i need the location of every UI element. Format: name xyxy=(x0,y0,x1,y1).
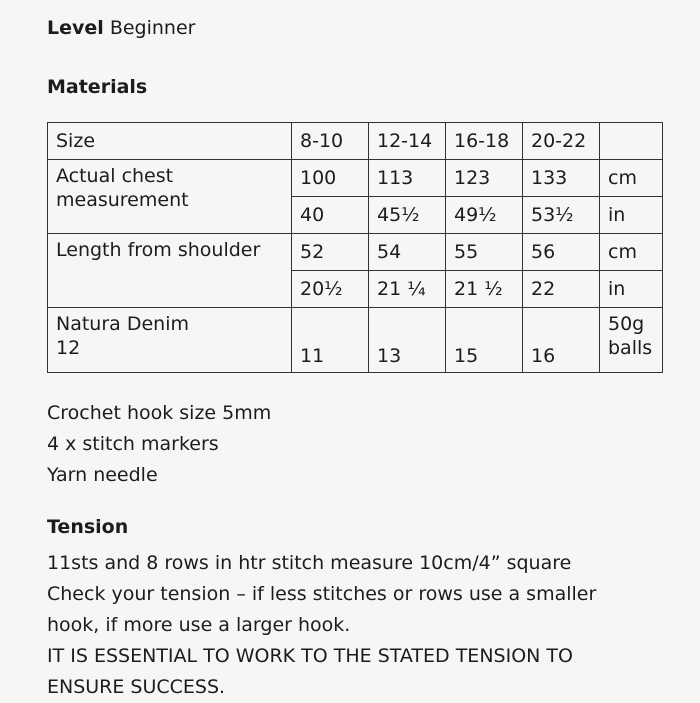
size-cell: 12-14 xyxy=(369,123,446,160)
yarn-label xyxy=(48,308,292,373)
chest-in-cell: 53½ xyxy=(523,197,600,234)
size-cell: 16-18 xyxy=(446,123,523,160)
materials-heading: Materials xyxy=(47,76,148,98)
unit-cell xyxy=(600,123,663,160)
chest-label-line: measurement xyxy=(56,189,189,211)
unit-cell: in xyxy=(600,271,663,308)
tension-line: Check your tension – if less stitches or rows use a smaller xyxy=(47,583,597,605)
length-in-cell: 21 ¼ xyxy=(369,271,446,308)
length-cm-cell: 52 xyxy=(292,234,369,271)
yarn-balls-cell: 16 xyxy=(523,308,600,373)
length-cm-cell: 55 xyxy=(446,234,523,271)
length-cm-cell: 54 xyxy=(369,234,446,271)
level-line xyxy=(47,17,195,39)
length-cm-cell: 56 xyxy=(523,234,600,271)
chest-cm-cell: 113 xyxy=(369,160,446,197)
tension-text xyxy=(47,548,687,703)
unit-cell: cm xyxy=(600,160,663,197)
list-item: 4 x stitch markers xyxy=(47,433,219,455)
yarn-label-line: 12 xyxy=(56,337,81,359)
size-cell: 8-10 xyxy=(292,123,369,160)
list-item: Yarn needle xyxy=(47,464,158,486)
length-label: Length from shoulder xyxy=(48,234,292,308)
chest-label xyxy=(48,160,292,234)
chest-in-cell: 40 xyxy=(292,197,369,234)
tension-line: ENSURE SUCCESS. xyxy=(47,676,226,698)
length-in-cell: 22 xyxy=(523,271,600,308)
chest-in-cell: 45½ xyxy=(369,197,446,234)
chest-label-line: Actual chest xyxy=(56,165,174,187)
tension-line: 11sts and 8 rows in htr stitch measure 10cm/4” square xyxy=(47,552,572,574)
yarn-balls-cell: 15 xyxy=(446,308,523,373)
materials-table xyxy=(47,122,663,373)
chest-in-cell: 49½ xyxy=(446,197,523,234)
yarn-unit-line: 50g xyxy=(608,313,645,335)
size-cell: 20-22 xyxy=(523,123,600,160)
tension-line: hook, if more use a larger hook. xyxy=(47,614,351,636)
yarn-unit-line: balls xyxy=(608,337,653,359)
level-value: Beginner xyxy=(109,17,196,39)
table-row-chest-cm xyxy=(48,160,663,197)
length-in-cell: 21 ½ xyxy=(446,271,523,308)
yarn-balls-cell: 11 xyxy=(292,308,369,373)
length-in-cell: 20½ xyxy=(292,271,369,308)
tension-line: IT IS ESSENTIAL TO WORK TO THE STATED TENSION TO xyxy=(47,645,573,667)
chest-cm-cell: 133 xyxy=(523,160,600,197)
list-item: Crochet hook size 5mm xyxy=(47,402,272,424)
table-row-yarn xyxy=(48,308,663,373)
size-label: Size xyxy=(48,123,292,160)
level-label: Level xyxy=(47,17,104,39)
chest-cm-cell: 100 xyxy=(292,160,369,197)
yarn-unit-cell xyxy=(600,308,663,373)
chest-cm-cell: 123 xyxy=(446,160,523,197)
unit-cell: cm xyxy=(600,234,663,271)
yarn-balls-cell: 13 xyxy=(369,308,446,373)
tension-heading: Tension xyxy=(47,516,129,538)
unit-cell: in xyxy=(600,197,663,234)
table-row-length-cm xyxy=(48,234,663,271)
table-row-size xyxy=(48,123,663,160)
yarn-label-line: Natura Denim xyxy=(56,313,189,335)
materials-list xyxy=(47,398,271,491)
